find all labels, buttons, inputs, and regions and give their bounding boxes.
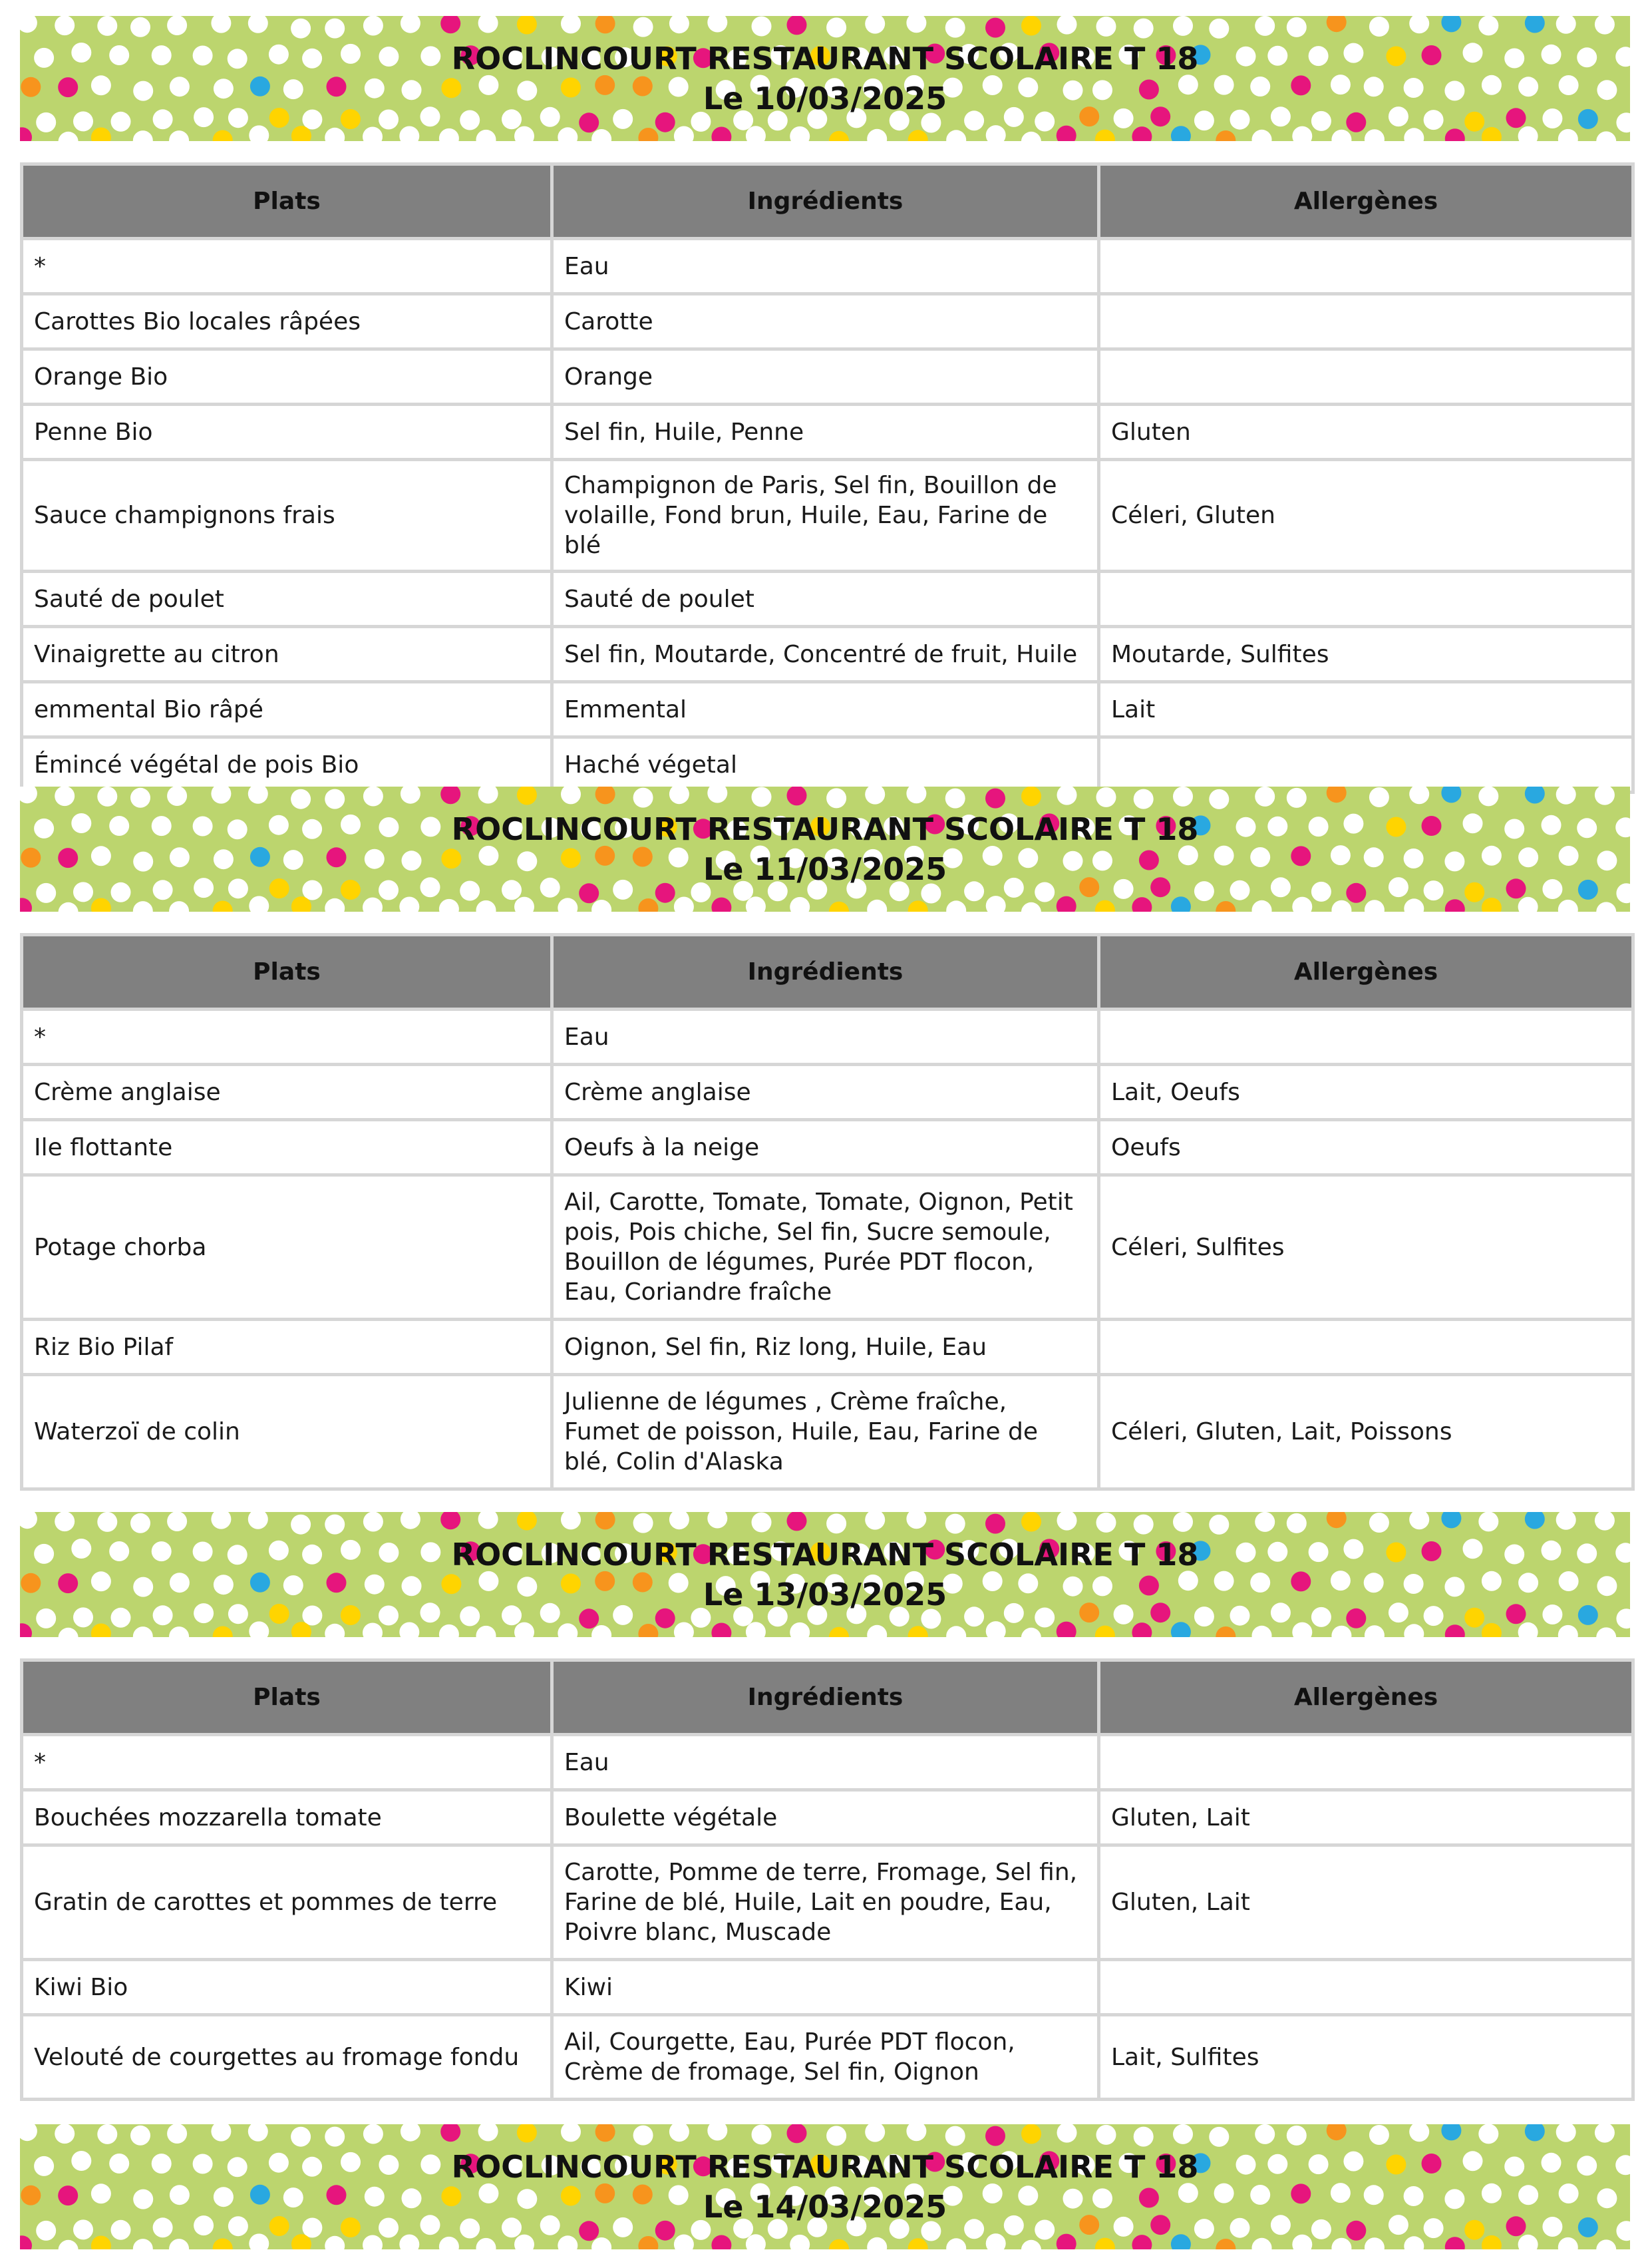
cell-ingredients: Kiwi bbox=[552, 1960, 1099, 2015]
banner-title: ROCLINCOURT RESTAURANT SCOLAIRE T 18 bbox=[451, 811, 1199, 847]
cell-ingredients: Ail, Courgette, Eau, Purée PDT flocon, Crème de fromage, Sel fin, Oignon bbox=[552, 2015, 1099, 2100]
table-row bbox=[22, 1375, 1633, 1489]
menu-table bbox=[20, 933, 1635, 1491]
table-row bbox=[22, 737, 1633, 793]
cell-allergenes: Gluten, Lait bbox=[1099, 1790, 1633, 1845]
table-row bbox=[22, 1010, 1633, 1065]
cell-ingredients: Sel fin, Huile, Penne bbox=[552, 405, 1099, 460]
cell-allergenes: Céleri, Gluten, Lait, Poissons bbox=[1099, 1375, 1633, 1489]
table-row bbox=[22, 405, 1633, 460]
table-row bbox=[22, 1175, 1633, 1320]
table-row bbox=[22, 1845, 1633, 1960]
banner-title: ROCLINCOURT RESTAURANT SCOLAIRE T 18 bbox=[451, 1537, 1199, 1573]
cell-ingredients: Sauté de poulet bbox=[552, 572, 1099, 627]
cell-allergenes: Lait, Oeufs bbox=[1099, 1065, 1633, 1120]
cell-plat: Bouchées mozzarella tomate bbox=[22, 1790, 552, 1845]
header-ingredients: Ingrédients bbox=[552, 935, 1099, 1010]
table-row bbox=[22, 1320, 1633, 1375]
cell-plat: Orange Bio bbox=[22, 349, 552, 405]
day-banner bbox=[20, 1512, 1630, 1637]
header-plats: Plats bbox=[22, 935, 552, 1010]
cell-plat: Émincé végétal de pois Bio bbox=[22, 737, 552, 793]
cell-ingredients: Haché végetal bbox=[552, 737, 1099, 793]
table-row bbox=[22, 349, 1633, 405]
cell-plat: Velouté de courgettes au fromage fondu bbox=[22, 2015, 552, 2100]
table-row bbox=[22, 1065, 1633, 1120]
day-banner bbox=[20, 2124, 1630, 2249]
cell-ingredients: Oignon, Sel fin, Riz long, Huile, Eau bbox=[552, 1320, 1099, 1375]
header-ingredients: Ingrédients bbox=[552, 164, 1099, 239]
cell-ingredients: Julienne de légumes , Crème fraîche, Fumet de poisson, Huile, Eau, Farine de blé, Colin d'Alaska bbox=[552, 1375, 1099, 1489]
table-header-row bbox=[22, 1660, 1633, 1735]
header-plats: Plats bbox=[22, 1660, 552, 1735]
cell-plat: Riz Bio Pilaf bbox=[22, 1320, 552, 1375]
day-banner bbox=[20, 787, 1630, 912]
table-row bbox=[22, 1960, 1633, 2015]
menu-table bbox=[20, 162, 1635, 794]
cell-plat: Sauce champignons frais bbox=[22, 460, 552, 572]
cell-ingredients: Oeufs à la neige bbox=[552, 1120, 1099, 1175]
header-allergenes: Allergènes bbox=[1099, 935, 1633, 1010]
banner-date: Le 10/03/2025 bbox=[703, 81, 947, 116]
cell-allergenes: Gluten bbox=[1099, 405, 1633, 460]
cell-plat: emmental Bio râpé bbox=[22, 682, 552, 737]
table-row bbox=[22, 572, 1633, 627]
table-row bbox=[22, 1790, 1633, 1845]
cell-ingredients: Champignon de Paris, Sel fin, Bouillon de volaille, Fond brun, Huile, Eau, Farine de blé bbox=[552, 460, 1099, 572]
cell-plat: Sauté de poulet bbox=[22, 572, 552, 627]
header-allergenes: Allergènes bbox=[1099, 1660, 1633, 1735]
cell-plat: Gratin de carottes et pommes de terre bbox=[22, 1845, 552, 1960]
cell-allergenes: Lait, Sulfites bbox=[1099, 2015, 1633, 2100]
cell-ingredients: Crème anglaise bbox=[552, 1065, 1099, 1120]
cell-ingredients: Carotte, Pomme de terre, Fromage, Sel fin, Farine de blé, Huile, Lait en poudre, Eau, Poivre blanc, Muscade bbox=[552, 1845, 1099, 1960]
table-row bbox=[22, 460, 1633, 572]
cell-allergenes bbox=[1099, 294, 1633, 349]
cell-allergenes bbox=[1099, 1735, 1633, 1790]
header-ingredients: Ingrédients bbox=[552, 1660, 1099, 1735]
cell-ingredients: Boulette végétale bbox=[552, 1790, 1099, 1845]
cell-ingredients: Sel fin, Moutarde, Concentré de fruit, Huile bbox=[552, 627, 1099, 682]
day-banner bbox=[20, 16, 1630, 141]
table-row bbox=[22, 682, 1633, 737]
cell-plat: Potage chorba bbox=[22, 1175, 552, 1320]
cell-allergenes bbox=[1099, 572, 1633, 627]
header-plats: Plats bbox=[22, 164, 552, 239]
cell-allergenes: Céleri, Sulfites bbox=[1099, 1175, 1633, 1320]
cell-allergenes bbox=[1099, 737, 1633, 793]
cell-ingredients: Eau bbox=[552, 239, 1099, 294]
cell-allergenes: Céleri, Gluten bbox=[1099, 460, 1633, 572]
cell-allergenes: Oeufs bbox=[1099, 1120, 1633, 1175]
table-row bbox=[22, 627, 1633, 682]
table-row bbox=[22, 1735, 1633, 1790]
cell-plat: * bbox=[22, 1010, 552, 1065]
cell-ingredients: Carotte bbox=[552, 294, 1099, 349]
menu-table bbox=[20, 1658, 1635, 2101]
cell-ingredients: Eau bbox=[552, 1010, 1099, 1065]
table-row bbox=[22, 294, 1633, 349]
banner-date: Le 11/03/2025 bbox=[703, 851, 947, 887]
cell-allergenes bbox=[1099, 1320, 1633, 1375]
cell-allergenes bbox=[1099, 239, 1633, 294]
cell-plat: Crème anglaise bbox=[22, 1065, 552, 1120]
cell-plat: Kiwi Bio bbox=[22, 1960, 552, 2015]
cell-ingredients: Ail, Carotte, Tomate, Tomate, Oignon, Petit pois, Pois chiche, Sel fin, Sucre semoule, Bouillon de légumes, Purée PDT flocon, Eau, Coriandre fraîche bbox=[552, 1175, 1099, 1320]
cell-plat: Ile flottante bbox=[22, 1120, 552, 1175]
banner-title: ROCLINCOURT RESTAURANT SCOLAIRE T 18 bbox=[451, 2149, 1199, 2185]
cell-ingredients: Emmental bbox=[552, 682, 1099, 737]
banner-title: ROCLINCOURT RESTAURANT SCOLAIRE T 18 bbox=[451, 41, 1199, 77]
cell-plat: * bbox=[22, 239, 552, 294]
cell-ingredients: Eau bbox=[552, 1735, 1099, 1790]
banner-date: Le 14/03/2025 bbox=[703, 2189, 947, 2225]
table-row bbox=[22, 239, 1633, 294]
cell-allergenes bbox=[1099, 349, 1633, 405]
cell-allergenes: Moutarde, Sulfites bbox=[1099, 627, 1633, 682]
header-allergenes: Allergènes bbox=[1099, 164, 1633, 239]
table-row bbox=[22, 1120, 1633, 1175]
table-header-row bbox=[22, 935, 1633, 1010]
cell-plat: Carottes Bio locales râpées bbox=[22, 294, 552, 349]
cell-allergenes: Gluten, Lait bbox=[1099, 1845, 1633, 1960]
cell-allergenes bbox=[1099, 1960, 1633, 2015]
cell-plat: * bbox=[22, 1735, 552, 1790]
cell-ingredients: Orange bbox=[552, 349, 1099, 405]
cell-plat: Vinaigrette au citron bbox=[22, 627, 552, 682]
cell-allergenes bbox=[1099, 1010, 1633, 1065]
banner-date: Le 13/03/2025 bbox=[703, 1577, 947, 1612]
table-header-row bbox=[22, 164, 1633, 239]
cell-plat: Penne Bio bbox=[22, 405, 552, 460]
cell-plat: Waterzoï de colin bbox=[22, 1375, 552, 1489]
table-row bbox=[22, 2015, 1633, 2100]
cell-allergenes: Lait bbox=[1099, 682, 1633, 737]
